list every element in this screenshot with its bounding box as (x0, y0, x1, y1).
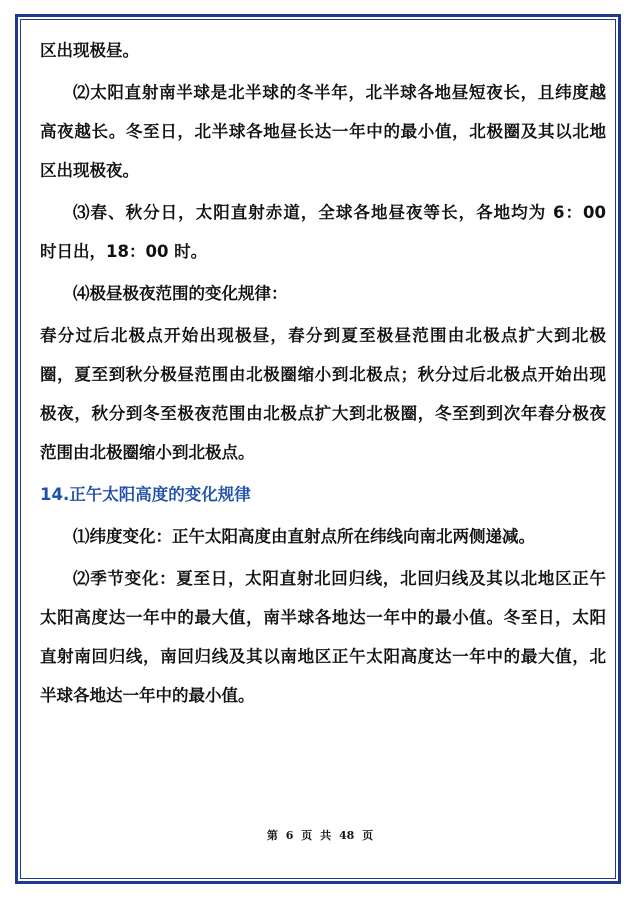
text-line: 范围由北极圈缩小到北极点。 (40, 443, 255, 462)
text-line: 区出现极昼。 (40, 41, 139, 60)
text-line: 春分过后北极点开始出现极昼，春分到夏至极昼范围由北极点扩大到北极 (40, 326, 606, 345)
page-number: 6 (285, 829, 294, 842)
text-line: 时日出，18：00 时。 (40, 242, 208, 261)
text-line: 极夜，秋分到冬至极夜范围由北极点扩大到北极圈，冬至到到次年春分极夜 (40, 404, 606, 423)
text-line: ⑴纬度变化：正午太阳高度由直射点所在纬线向南北两侧递减。 (73, 527, 535, 546)
footer-prefix: 第 (266, 829, 278, 842)
section-heading: 14.正午太阳高度的变化规律 (40, 485, 251, 504)
text-line: ⑵太阳直射南半球是北半球的冬半年，北半球各地昼短夜长，且纬度越 (73, 83, 606, 102)
footer-total-word: 共 (320, 829, 332, 842)
paragraph-polar-day-end (40, 40, 606, 62)
text-line: 太阳高度达一年中的最大值，南半球各地达一年中的最小值。冬至日，太阳 (40, 608, 606, 627)
page-footer (0, 827, 640, 843)
text-line: 圈，夏至到秋分极昼范围由北极圈缩小到北极点；秋分过后北极点开始出现 (40, 365, 606, 384)
paragraph-southern-sun (40, 82, 606, 182)
paragraph-season-change (40, 568, 606, 707)
text-line: ⑶春、秋分日，太阳直射赤道，全球各地昼夜等长，各地均为 6：00 (73, 203, 606, 222)
paragraph-equinox (40, 202, 606, 263)
text-line: 直射南回归线，南回归线及其以南地区正午太阳高度达一年中的最大值，北 (40, 647, 606, 666)
text-line: ⑷极昼极夜范围的变化规律： (73, 284, 288, 303)
text-line: 区出现极夜。 (40, 161, 139, 180)
paragraph-polar-rules-title (40, 283, 606, 305)
page-content (40, 40, 606, 707)
total-pages: 48 (338, 829, 355, 842)
text-line: ⑵季节变化：夏至日，太阳直射北回归线，北回归线及其以北地区正午 (73, 569, 606, 588)
text-line: 高夜越长。冬至日，北半球各地昼长达一年中的最小值，北极圈及其以北地 (40, 122, 606, 141)
footer-page-word: 页 (301, 829, 313, 842)
paragraph-latitude-change (40, 526, 606, 548)
paragraph-polar-rules (40, 325, 606, 464)
text-line: 半球各地达一年中的最小值。 (40, 686, 255, 705)
footer-suffix: 页 (362, 829, 374, 842)
